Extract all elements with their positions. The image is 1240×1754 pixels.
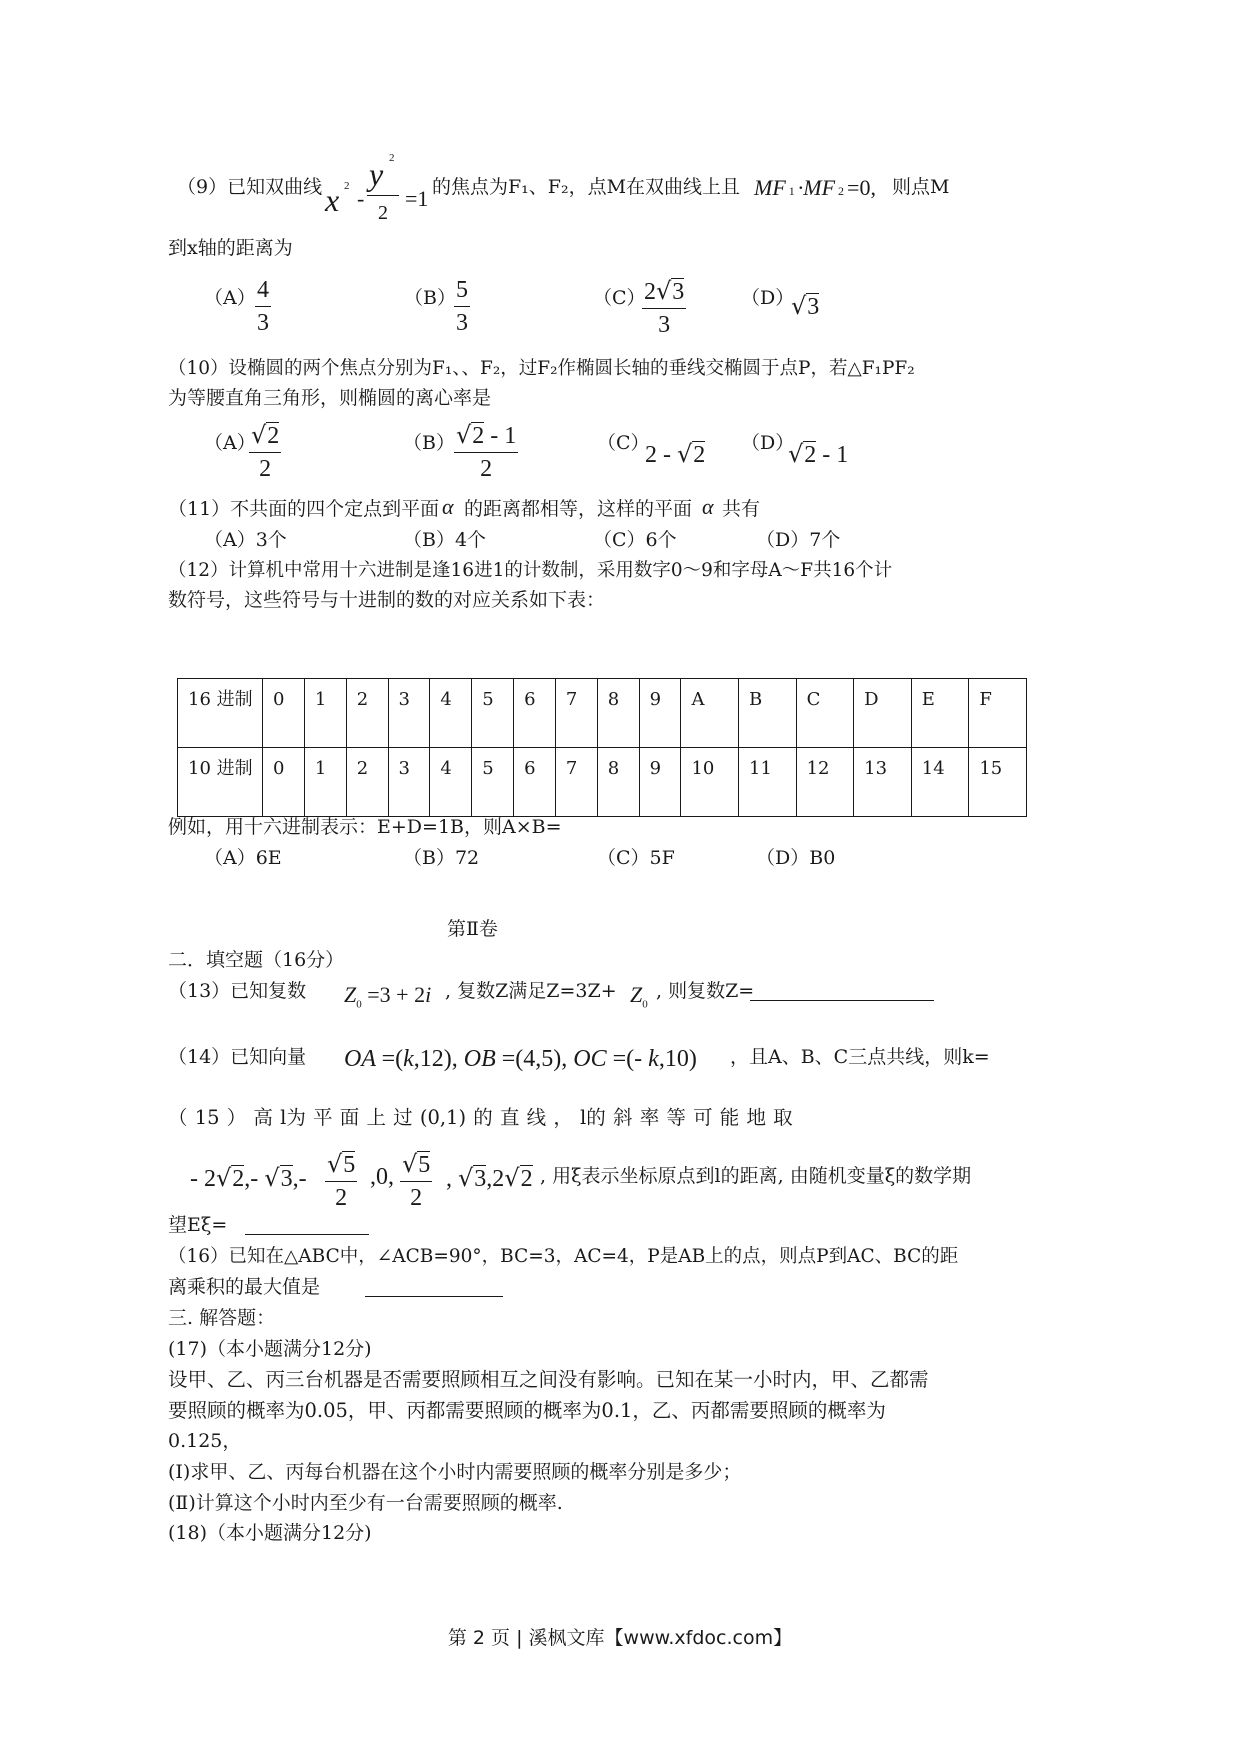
answer-section-header: 三. 解答题：: [168, 1307, 276, 1329]
q9-option-a-value: 4 3: [257, 277, 269, 336]
section-2-title: 第Ⅱ卷: [447, 918, 498, 940]
q9-line2: 到x轴的距离为: [168, 237, 293, 259]
q12-example: 例如，用十六进制表示：E+D=1B，则A×B=: [168, 816, 562, 838]
q15-line2-tail: , 用ξ表示坐标原点到l的距离, 由随机变量ξ的数学期: [540, 1165, 972, 1187]
page-footer: 第 2 页 | 溪枫文库【www.xfdoc.com】: [447, 1627, 793, 1649]
hex-cell: 2: [346, 679, 388, 748]
decimal-row-header: 10 进制: [178, 748, 263, 817]
hex-cell: 4: [430, 679, 472, 748]
q10-option-b-label: （B）: [403, 432, 455, 454]
q11-stem-b: 的距离都相等，这样的平面: [464, 498, 693, 520]
q15-line3: 望Eξ=: [168, 1214, 228, 1236]
q13-z0-formula: $Z_0 =3 + 2i$: [344, 982, 432, 1011]
q10-option-a-value: √2 2: [251, 421, 280, 482]
hex-cell: A: [681, 679, 739, 748]
q11-option-d: （D）7个: [756, 529, 841, 551]
exam-page: （9）已知双曲线 x 2 - y 2 2 =1 的焦点为F₁、F₂，点M在双曲线上且 MF 1 ·MF 2 =0, 则点M 到x轴的距离为 （A） 4 3 （B） 5 3 （C） 2√3 3 （D） √3 （10）设椭圆的两个焦点分别为F₁、、F₂，过F₂作椭圆长轴的垂线交椭圆于点P，若△F₁PF₂ 为等腰直角三角形，则椭圆的离心率是 （A） √2 2 （B） √2 - 1 2 （C） 2 - √2 （D） √2 - 1 （11）不共面的四个定点到平面 α 的距离都相等，这样的平面 α 共有 （A）3个 （B）4个 （C）6个 （D）7个 （12）计算机中常用十六进制是逢16进1的计数制，采用数字0～9和字母A～F共16个计 数符号，这些符号与十进制的数的对应关系如下表： 16 进制 0 1 2 3 4 5 6 7 8 9 A B C D E F 10 进制 0 1 2 3 4 5 6 7 8 9 10 11 12 13 14 15 例如，用十六进制表示：E+D=1B，则A×B= （A）6E （B）72 （C）5F （D）B0 第Ⅱ卷 二．填空题（16分） （13）已知复数 $Z_0 =3 + 2i$ , 复数Z满足Z=3Z+ $Z_0$ , 则复数Z= （14）已知向量 OA =(k,12), OB =(4,5), OC =(- k,10) ，且A、B、C三点共线，则k= （ 15 ） 高 l为 平 面 上 过 (0,1) 的 直 线 ， l的 斜 率 等 可 能 地 取 - 2√2,- √3,- √5 2 ,0, √5 2 , √3,2√2 , 用ξ表示坐标原点到l的距离, 由随机变量ξ的数学期 望Eξ= （16）已知在△ABC中，∠ACB=90°，BC=3，AC=4，P是AB上的点，则点P到AC、BC的距 离乘积的最大值是 三. 解答题： (17)（本小题满分12分) 设甲、乙、丙三台机器是否需要照顾相互之间没有影响。已知在某一小时内，甲、乙都需 要照顾的概率为0.05，甲、丙都需要照顾的概率为0.1，乙、丙都需要照顾的概率为 0.125， (Ⅰ)求甲、乙、丙每台机器在这个小时内需要照顾的概率分别是多少； (Ⅱ)计算这个小时内至少有一台需要照顾的概率. (18)（本小题满分12分) 第 2 页 | 溪枫文库【www.xfdoc.com】: [0, 0, 1240, 1754]
q17-line3: 0.125，: [168, 1430, 242, 1452]
q9-dot-product-formula: MF 1 ·MF 2 =0,: [754, 175, 876, 200]
decimal-cell: 15: [969, 748, 1027, 817]
q17-line2: 要照顾的概率为0.05，甲、丙都需要照顾的概率为0.1，乙、丙都需要照顾的概率为: [168, 1399, 886, 1422]
q10-line1: （10）设椭圆的两个焦点分别为F₁、、F₂，过F₂作椭圆长轴的垂线交椭圆于点P，若△F₁PF₂: [168, 358, 915, 379]
hex-cell: 8: [597, 679, 639, 748]
decimal-cell: 10: [681, 748, 739, 817]
hex-cell: E: [911, 679, 969, 748]
decimal-cell: 12: [796, 748, 854, 817]
q13-z0-symbol: $Z_0$: [630, 982, 648, 1011]
decimal-cell: 11: [739, 748, 797, 817]
hex-cell: 1: [304, 679, 346, 748]
q9-option-c-value: 2√3 3: [644, 277, 685, 338]
q11-option-a: （A）3个: [204, 529, 287, 551]
decimal-cell: 9: [639, 748, 681, 817]
q11-alpha-symbol: α: [442, 494, 454, 519]
q11-stem-a: （11）不共面的四个定点到平面: [168, 498, 440, 520]
decimal-cell: 5: [472, 748, 514, 817]
fill-in-header: 二．填空题（16分）: [168, 949, 345, 971]
hex-cell: 7: [555, 679, 597, 748]
q12-option-d: （D）B0: [756, 847, 836, 869]
q9-option-a-label: （A）: [204, 287, 256, 309]
q9-option-b-value: 5 3: [456, 277, 468, 336]
q9-stem-a: （9）已知双曲线: [177, 176, 323, 198]
decimal-cell: 4: [430, 748, 472, 817]
q18-title: (18)（本小题满分12分): [168, 1522, 372, 1544]
q10-option-c-value: 2 - √2: [645, 440, 706, 468]
decimal-cell: 0: [263, 748, 305, 817]
q11-option-b: （B）4个: [403, 529, 487, 551]
q10-option-b-value: √2 - 1 2: [456, 421, 517, 482]
q12-line2: 数符号，这些符号与十进制的数的对应关系如下表：: [168, 589, 606, 611]
decimal-cell: 7: [555, 748, 597, 817]
decimal-cell: 13: [854, 748, 912, 817]
q17-line1: 设甲、乙、丙三台机器是否需要照顾相互之间没有影响。已知在某一小时内，甲、乙都需: [168, 1368, 929, 1391]
q9-option-d-value: √3: [791, 292, 820, 320]
q11-option-c: （C）6个: [593, 529, 677, 551]
q12-option-a: （A）6E: [204, 847, 282, 869]
q14-vectors-formula: OA =(k,12), OB =(4,5), OC =(- k,10): [344, 1046, 697, 1072]
q10-option-d-value: √2 - 1: [788, 440, 849, 468]
decimal-cell: 14: [911, 748, 969, 817]
decimal-cell: 3: [388, 748, 430, 817]
decimal-cell: 8: [597, 748, 639, 817]
q10-option-d-label: （D）: [741, 432, 795, 454]
q12-option-b: （B）72: [403, 847, 480, 869]
q16-line2: 离乘积的最大值是: [168, 1276, 321, 1298]
hex-row: [178, 679, 1027, 748]
q10-line2: 为等腰直角三角形，则椭圆的离心率是: [168, 387, 492, 409]
q17-title: (17)（本小题满分12分): [168, 1338, 372, 1360]
q11-alpha-symbol-2: α: [702, 494, 714, 519]
q13-stem-b: , 复数Z满足Z=3Z+: [445, 980, 617, 1002]
hex-cell: D: [854, 679, 912, 748]
hex-decimal-table: [177, 678, 1027, 817]
q12-line1: （12）计算机中常用十六进制是逢16进1的计数制，采用数字0～9和字母A～F共16个计: [168, 560, 893, 581]
decimal-cell: 6: [514, 748, 556, 817]
q17-part-1: (Ⅰ)求甲、乙、丙每台机器在这个小时内需要照顾的概率分别是多少；: [168, 1461, 742, 1483]
q12-option-c: （C）5F: [597, 847, 675, 869]
q13-stem-c: , 则复数Z=: [656, 980, 755, 1002]
hex-cell: 9: [639, 679, 681, 748]
hex-row-header: 16 进制: [178, 679, 263, 748]
hex-cell: 6: [514, 679, 556, 748]
q9-option-b-label: （B）: [404, 287, 456, 309]
q13-stem-a: （13）已知复数: [168, 980, 307, 1002]
q13-answer-blank[interactable]: [750, 978, 934, 1001]
hex-cell: F: [969, 679, 1027, 748]
decimal-row: [178, 748, 1027, 817]
q14-stem-a: （14）已知向量: [168, 1046, 307, 1068]
q14-stem-b: ，且A、B、C三点共线，则k=: [730, 1046, 990, 1068]
q9-stem-c: 则点M: [892, 176, 950, 198]
hex-cell: B: [739, 679, 797, 748]
q9-stem-b: 的焦点为F₁、F₂，点M在双曲线上且: [432, 176, 741, 198]
q10-option-a-label: （A）: [204, 432, 256, 454]
hex-cell: 3: [388, 679, 430, 748]
hex-cell: C: [796, 679, 854, 748]
q9-option-d-label: （D）: [741, 287, 795, 309]
q11-stem-c: 共有: [722, 498, 761, 520]
q9-option-c-label: （C）: [593, 287, 646, 309]
q17-part-2: (Ⅱ)计算这个小时内至少有一台需要照顾的概率.: [168, 1492, 563, 1514]
q15-line1: （ 15 ） 高 l为 平 面 上 过 (0,1) 的 直 线 ， l的 斜 率 等 可 能 地 取: [168, 1106, 793, 1129]
q15-answer-blank[interactable]: [245, 1212, 369, 1235]
q16-line1: （16）已知在△ABC中，∠ACB=90°，BC=3，AC=4，P是AB上的点，则点P到AC、BC的距: [168, 1246, 959, 1267]
hex-cell: 0: [263, 679, 305, 748]
q16-answer-blank[interactable]: [365, 1274, 503, 1297]
decimal-cell: 2: [346, 748, 388, 817]
q10-option-c-label: （C）: [597, 432, 650, 454]
decimal-cell: 1: [304, 748, 346, 817]
hex-cell: 5: [472, 679, 514, 748]
